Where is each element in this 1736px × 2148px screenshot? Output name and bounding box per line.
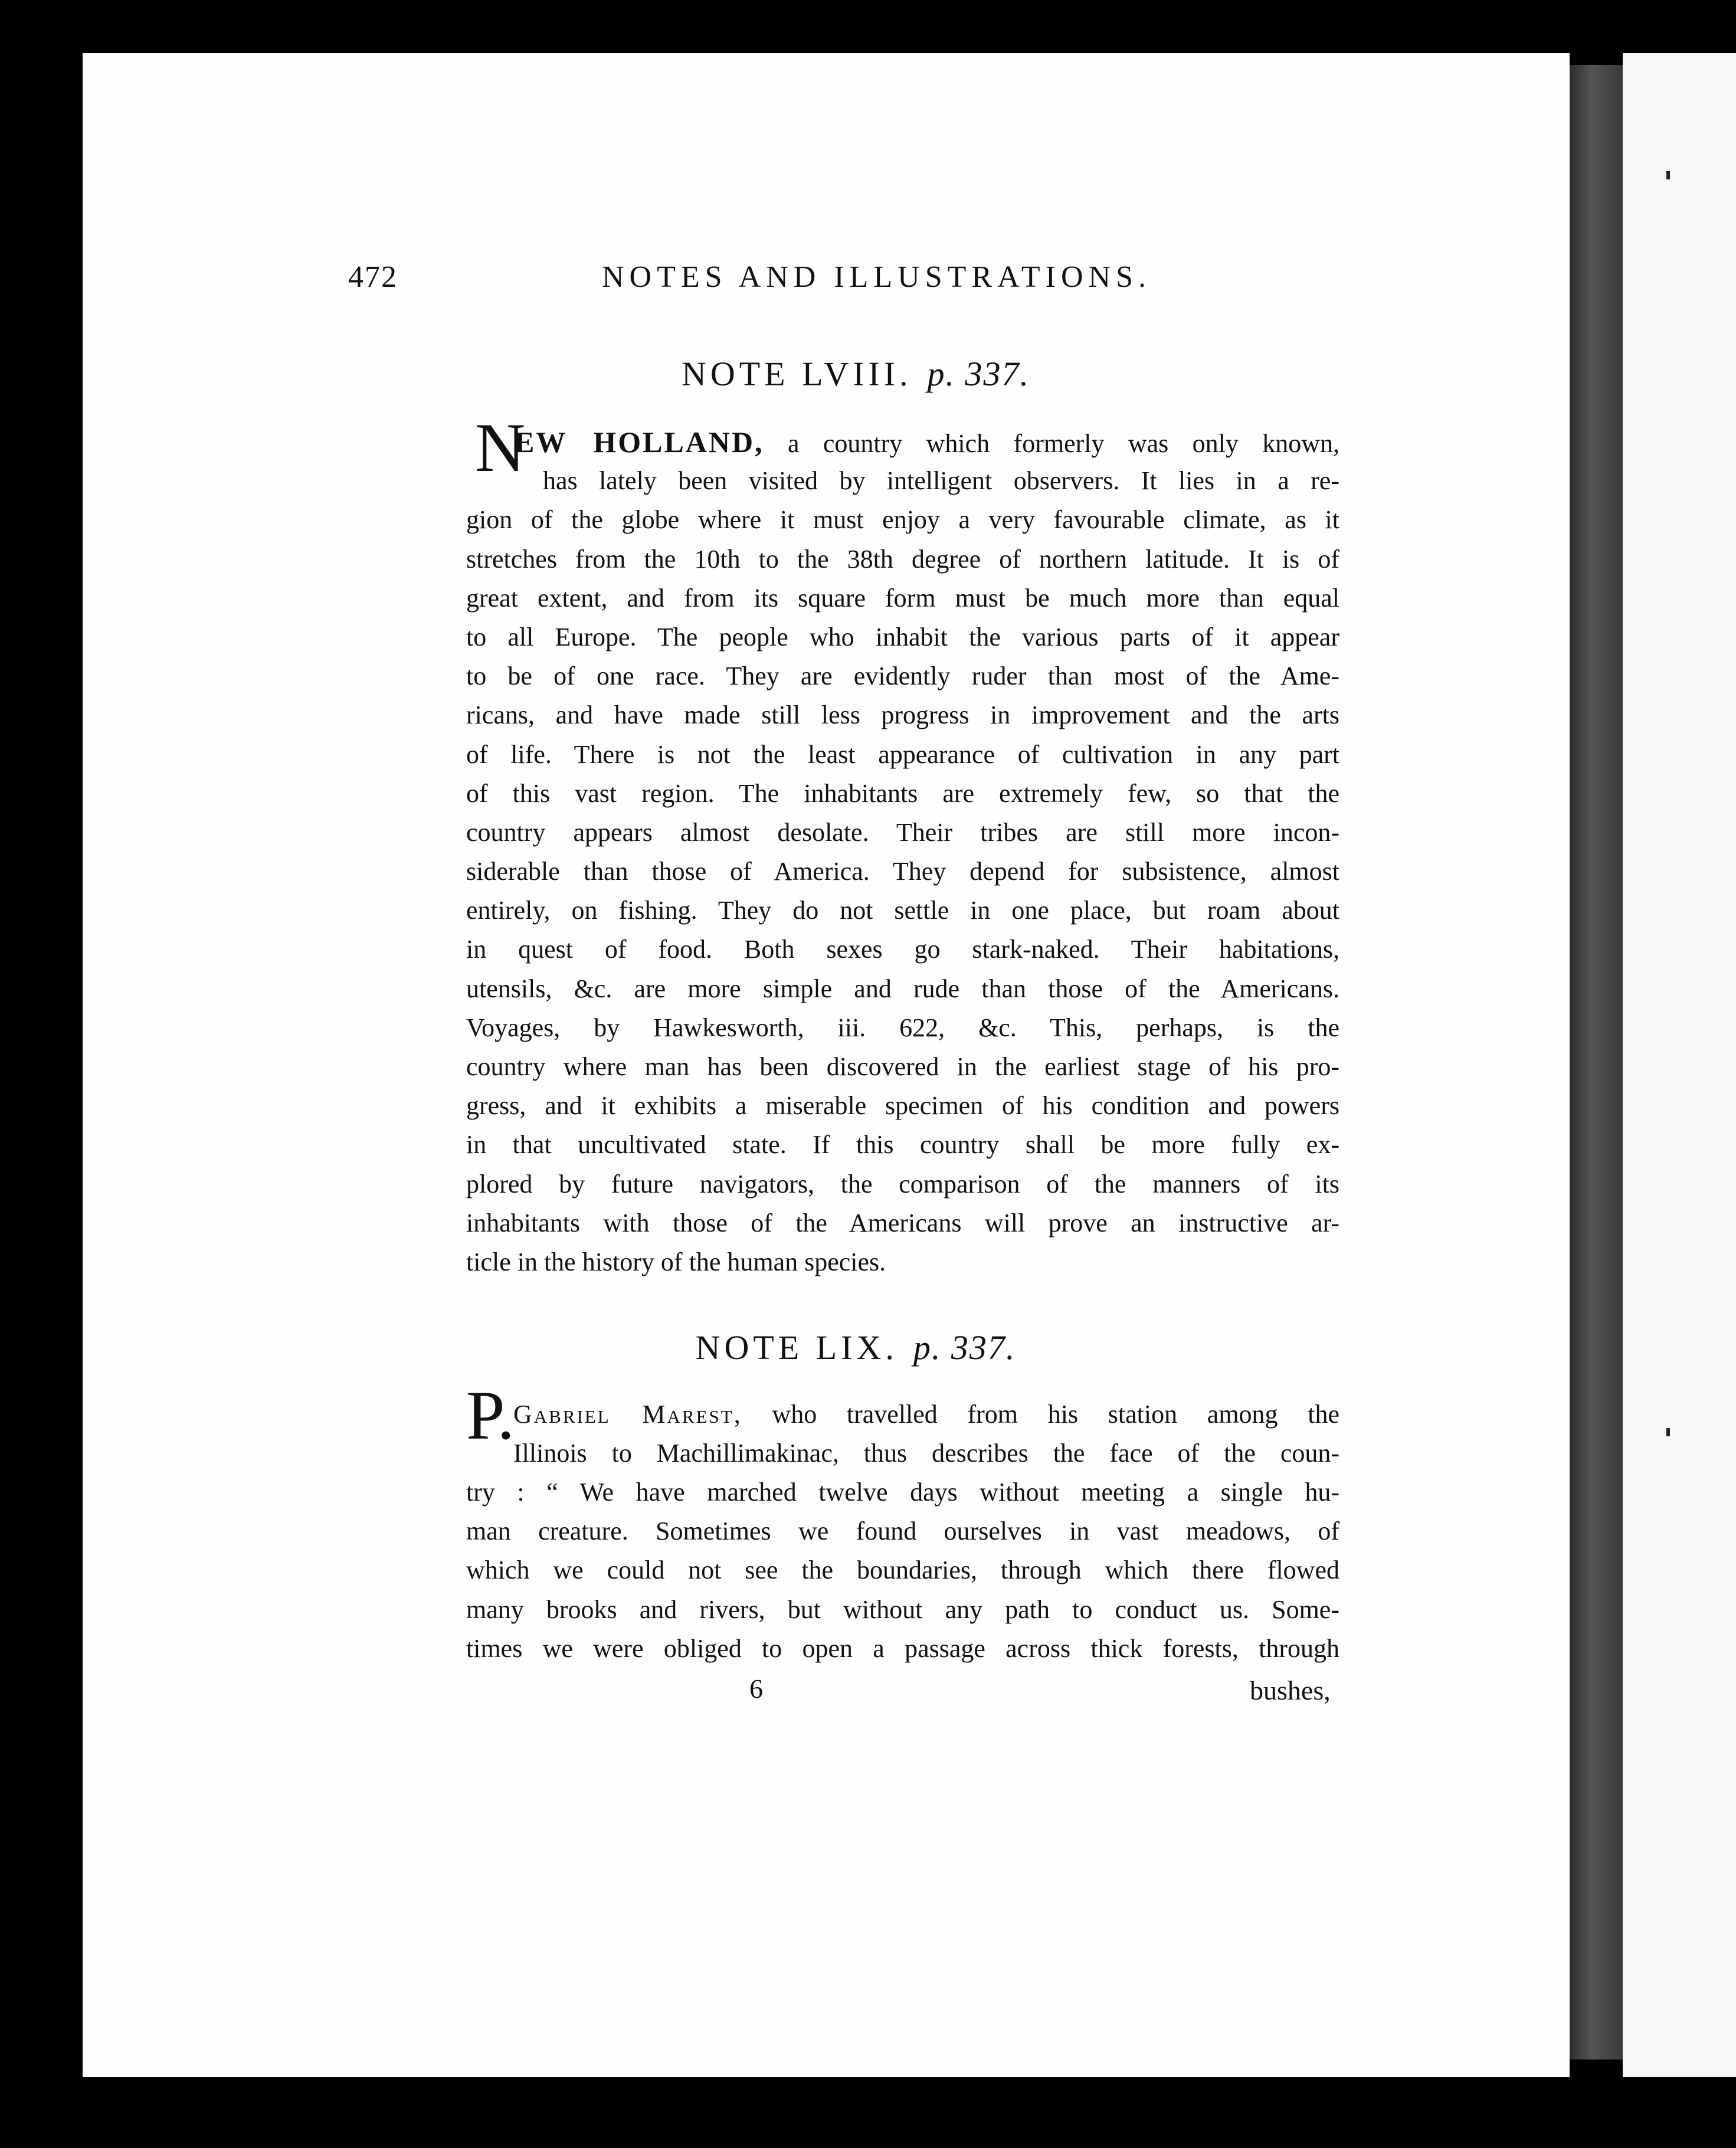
note-title: NOTE LVIII. (681, 355, 912, 393)
ink-speck (1666, 1428, 1670, 1436)
book-gutter (1570, 65, 1623, 2059)
line-text: a country which formerly was only known, (764, 429, 1339, 458)
running-header (348, 260, 1363, 301)
line-text: who travelled from his station among the (742, 1400, 1339, 1429)
text-line: country appears almost desolate. Their tribes are still more incon- (466, 817, 1339, 847)
text-line: country where man has been discovered in the earliest stage of his pro- (466, 1052, 1339, 1081)
note-heading (348, 1328, 1363, 1367)
note-paragraph (513, 1395, 1339, 1473)
note-reference: p. 337. (913, 1328, 1016, 1367)
note-heading (348, 354, 1363, 394)
text-line: great extent, and from its square form must be much more than equal (466, 583, 1339, 613)
text-line: gress, and it exhibits a miserable specimen of his condition and powers (466, 1091, 1339, 1121)
text-line: inhabitants with those of the Americans will prove an instructive ar- (466, 1208, 1339, 1237)
note-paragraph-continued (466, 1473, 1339, 1668)
text-line: stretches from the 10th to the 38th degree of northern latitude. It is of (466, 544, 1339, 574)
text-line: of life. There is not the least appearance of cultivation in any part (466, 739, 1339, 769)
drop-cap: N (475, 409, 526, 486)
text-line: to all Europe. The people who inhabit the various parts of it appear (466, 622, 1339, 651)
lead-words: EW HOLLAND, (515, 425, 764, 459)
text-line: siderable than those of America. They depend for subsistence, almost (466, 857, 1339, 886)
text-line: has lately been visited by intelligent observers. It lies in a re- (543, 466, 1339, 496)
text-line: gion of the globe where it must enjoy a very favourable climate, as it (466, 505, 1339, 535)
text-line: try : “ We have marched twelve days without meeting a single hu- (466, 1478, 1339, 1507)
running-title: NOTES AND ILLUSTRATIONS. (602, 260, 1151, 294)
note-paragraph (466, 423, 1339, 1282)
text-line: times we were obliged to open a passage across thick forests, through (466, 1633, 1339, 1663)
text-line (466, 423, 1339, 461)
text-line: to be of one race. They are evidently ruder than most of the Ame- (466, 662, 1339, 691)
note-title: NOTE LIX. (695, 1328, 898, 1367)
ink-speck (1666, 171, 1670, 179)
catchword: bushes, (1250, 1675, 1331, 1705)
text-line: Illinois to Machillimakinac, thus describes the face of the coun- (513, 1439, 1339, 1468)
text-line: many brooks and rivers, but without any path to conduct us. Some- (466, 1594, 1339, 1624)
text-line: Voyages, by Hawkesworth, iii. 622, &c. This, perhaps, is the (466, 1013, 1339, 1042)
signature-mark: 6 (749, 1674, 763, 1704)
text-line: utensils, &c. are more simple and rude than those of the Americans. (466, 974, 1339, 1003)
lead-words: Gabriel Marest, (513, 1400, 742, 1429)
drop-cap: P. (466, 1377, 515, 1454)
text-line: in that uncultivated state. If this country shall be more fully ex- (466, 1130, 1339, 1160)
text-line: ticle in the history of the human species. (466, 1247, 886, 1276)
facing-page-edge (1623, 53, 1736, 2077)
text-line: man creature. Sometimes we found ourselves in vast meadows, of (466, 1517, 1339, 1546)
text-line: ricans, and have made still less progress in improvement and the arts (466, 700, 1339, 730)
text-line: entirely, on fishing. They do not settle in one place, but roam about (466, 896, 1339, 925)
text-line: which we could not see the boundaries, through which there flowed (466, 1556, 1339, 1585)
note-reference: p. 337. (927, 355, 1030, 393)
page-number: 472 (348, 260, 398, 294)
text-line: in quest of food. Both sexes go stark-naked. Their habitations, (466, 935, 1339, 964)
text-line: of this vast region. The inhabitants are extremely few, so that the (466, 778, 1339, 808)
text-line (513, 1395, 1339, 1434)
text-line: plored by future navigators, the comparison of the manners of its (466, 1169, 1339, 1199)
